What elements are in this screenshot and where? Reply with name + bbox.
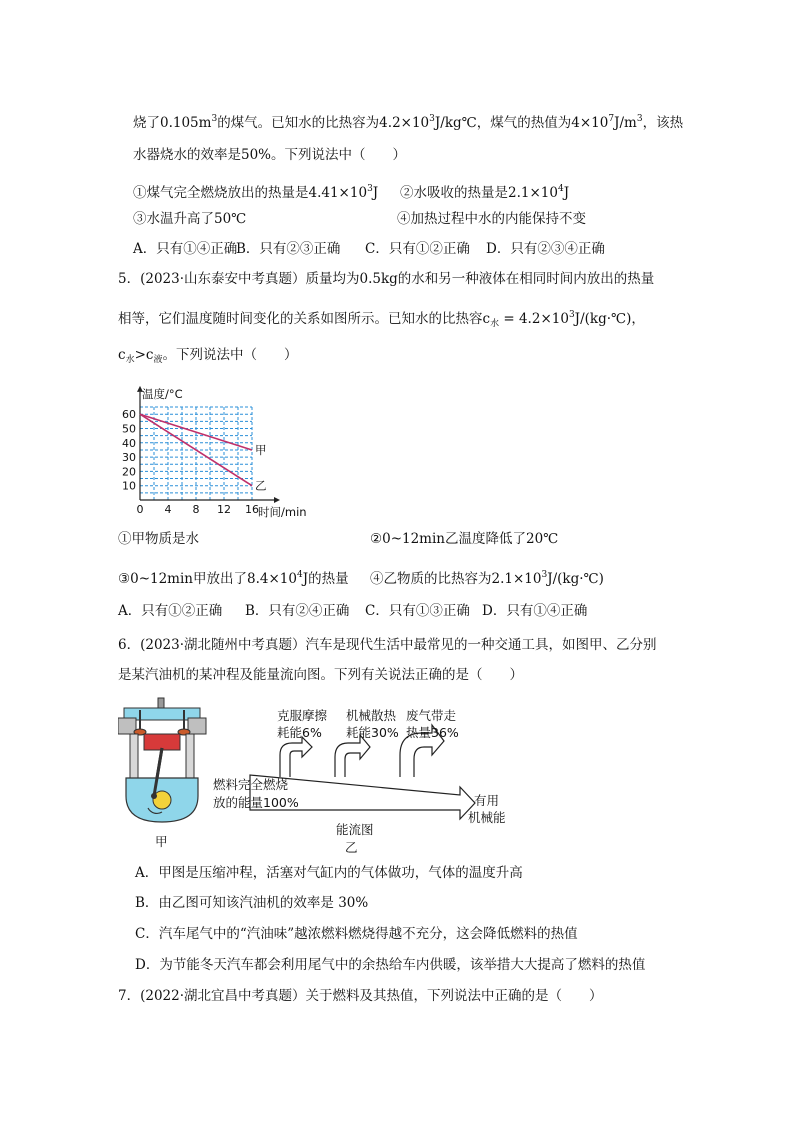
q5-stmt4 <box>370 566 604 588</box>
q5-stmt2: ②0~12min乙温度降低了20℃ <box>370 531 559 547</box>
y-axis-label: 温度/°C <box>142 386 183 401</box>
q5-option-d[interactable]: D．只有①④正确 <box>482 603 588 619</box>
x-tick-label: 4 <box>164 503 172 516</box>
text: 相等，它们温度随时间变化的关系如图所示。已知水的比热容c <box>118 311 491 327</box>
q6-option-c[interactable]: C．汽车尾气中的“汽油味”越浓燃料燃烧得越不充分，这会降低燃料的热值 <box>135 926 578 942</box>
q5-line1: 5．(2023·山东泰安中考真题）质量均为0.5kg的水和另一种液体在相同时间内放出的热量 <box>118 271 655 287</box>
flow-title: 能流图 <box>336 822 374 837</box>
y-tick-label: 60 <box>122 408 136 422</box>
x-tick-label: 8 <box>192 503 200 516</box>
sup: 3 <box>568 310 575 320</box>
sup: 3 <box>367 184 373 194</box>
x-tick-label: 12 <box>217 503 231 516</box>
sup: 7 <box>608 114 615 124</box>
q4-line1 <box>133 110 683 132</box>
output-useful-a: 有用 <box>474 793 500 808</box>
text: >c <box>134 347 154 363</box>
fig-yi-label: 乙 <box>345 840 358 855</box>
fig-jia-label: 甲 <box>155 834 168 849</box>
q4-option-b[interactable]: B．只有②③正确 <box>236 241 341 257</box>
text: J/(kg·℃) <box>547 571 604 587</box>
q5-stmt1: ①甲物质是水 <box>118 531 199 547</box>
q5-option-c[interactable]: C．只有①③正确 <box>365 603 470 619</box>
q4-line2: 水器烧水的效率是50%。下列说法中（ ） <box>133 147 407 163</box>
engine-cylinder-diagram <box>118 696 208 826</box>
x-tick-label: 0 <box>136 503 144 516</box>
q4-stmt2 <box>400 180 569 202</box>
sup: 3 <box>541 570 548 580</box>
sup: 4 <box>557 184 564 194</box>
text: = 4.2×10 <box>499 311 569 327</box>
y-tick-label: 10 <box>122 479 136 493</box>
q7-line1: 7．(2022·湖北宜昌中考真题）关于燃料及其热值，下列说法中正确的是（ ） <box>118 988 603 1004</box>
y-tick-label: 30 <box>122 451 136 465</box>
text: J的热量 <box>302 571 349 587</box>
x-axis-label: 时间/min <box>258 505 307 519</box>
chart-grid <box>140 407 252 500</box>
text: J/m <box>614 115 637 131</box>
sub: 液 <box>153 355 163 365</box>
q6-option-a[interactable]: A．甲图是压缩冲程，活塞对气缸内的气体做功，气体的温度升高 <box>135 865 523 881</box>
y-tick-label: 20 <box>122 465 136 479</box>
input-energy-b: 放的能量100% <box>213 795 299 810</box>
x-tick-label: 16 <box>245 503 259 516</box>
series-label: 乙 <box>255 478 267 493</box>
text: ①煤气完全燃烧放出的热量是4.41×10 <box>133 185 368 201</box>
q6-line2: 是某汽油机的某冲程及能量流向图。下列有关说法正确的是（ ） <box>118 667 523 683</box>
q5-stmt3 <box>118 566 349 588</box>
loss-friction-a: 克服摩擦 <box>277 708 328 723</box>
input-energy-a: 燃料完全燃烧 <box>213 777 289 792</box>
q5-option-a[interactable]: A．只有①②正确 <box>118 603 223 619</box>
q5-line2 <box>118 306 645 333</box>
q4-stmt1 <box>133 180 378 202</box>
sub: 水 <box>125 355 135 365</box>
sup: 4 <box>296 570 303 580</box>
text: J <box>372 185 379 201</box>
text: ④乙物质的比热容为2.1×10 <box>370 571 542 587</box>
sup: 3 <box>429 114 435 124</box>
loss-exhaust-b: 热量36% <box>406 725 459 740</box>
loss-heat-a: 机械散热 <box>346 708 397 723</box>
text: J/(kg·℃)， <box>574 311 645 327</box>
q4-option-d[interactable]: D．只有②③④正确 <box>486 241 605 257</box>
text: c <box>118 347 126 363</box>
sub: 水 <box>490 319 500 329</box>
loss-heat-b: 耗能30% <box>346 725 399 740</box>
text: 。下列说法中（ ） <box>162 347 298 363</box>
text: 烧了0.105m <box>133 115 212 131</box>
sup: 3 <box>636 114 643 124</box>
loss-exhaust-a: 废气带走 <box>406 708 457 723</box>
q6-line1: 6．(2023·湖北随州中考真题）汽车是现代生活中最常见的一种交通工具，如图甲、乙分别 <box>118 637 657 653</box>
q6-option-d[interactable]: D．为节能冬天汽车都会利用尾气中的余热给车内供暖，该举措大大提高了燃料的热值 <box>135 957 646 973</box>
x-axis-arrow <box>274 497 280 503</box>
temperature-time-chart <box>115 380 315 520</box>
loss-friction-b: 耗能6% <box>277 725 322 740</box>
chart-labels <box>122 387 307 519</box>
q4-option-c[interactable]: C．只有①②正确 <box>365 241 470 257</box>
series-label: 甲 <box>255 442 267 457</box>
text: ③0~12min甲放出了8.4×10 <box>118 571 297 587</box>
q5-option-b[interactable]: B．只有②④正确 <box>245 603 350 619</box>
text: J <box>563 185 570 201</box>
text: ②水吸收的热量是2.1×10 <box>400 185 558 201</box>
output-useful-b: 机械能 <box>468 810 506 825</box>
sup: 3 <box>211 114 218 124</box>
q4-option-a[interactable]: A．只有①④正确 <box>133 241 238 257</box>
q4-stmt4: ④加热过程中水的内能保持不变 <box>397 211 586 227</box>
q4-stmt3: ③水温升高了50℃ <box>133 211 247 227</box>
text: J/kg℃，煤气的热值为4×10 <box>434 115 609 131</box>
q5-line3 <box>118 346 297 369</box>
text: ，该热 <box>642 115 684 131</box>
y-tick-label: 50 <box>122 422 136 436</box>
y-tick-label: 40 <box>122 436 136 450</box>
q6-option-b[interactable]: B．由乙图可知该汽油机的效率是 30% <box>135 895 369 911</box>
text: 的煤气。已知水的比热容为4.2×10 <box>217 115 430 131</box>
